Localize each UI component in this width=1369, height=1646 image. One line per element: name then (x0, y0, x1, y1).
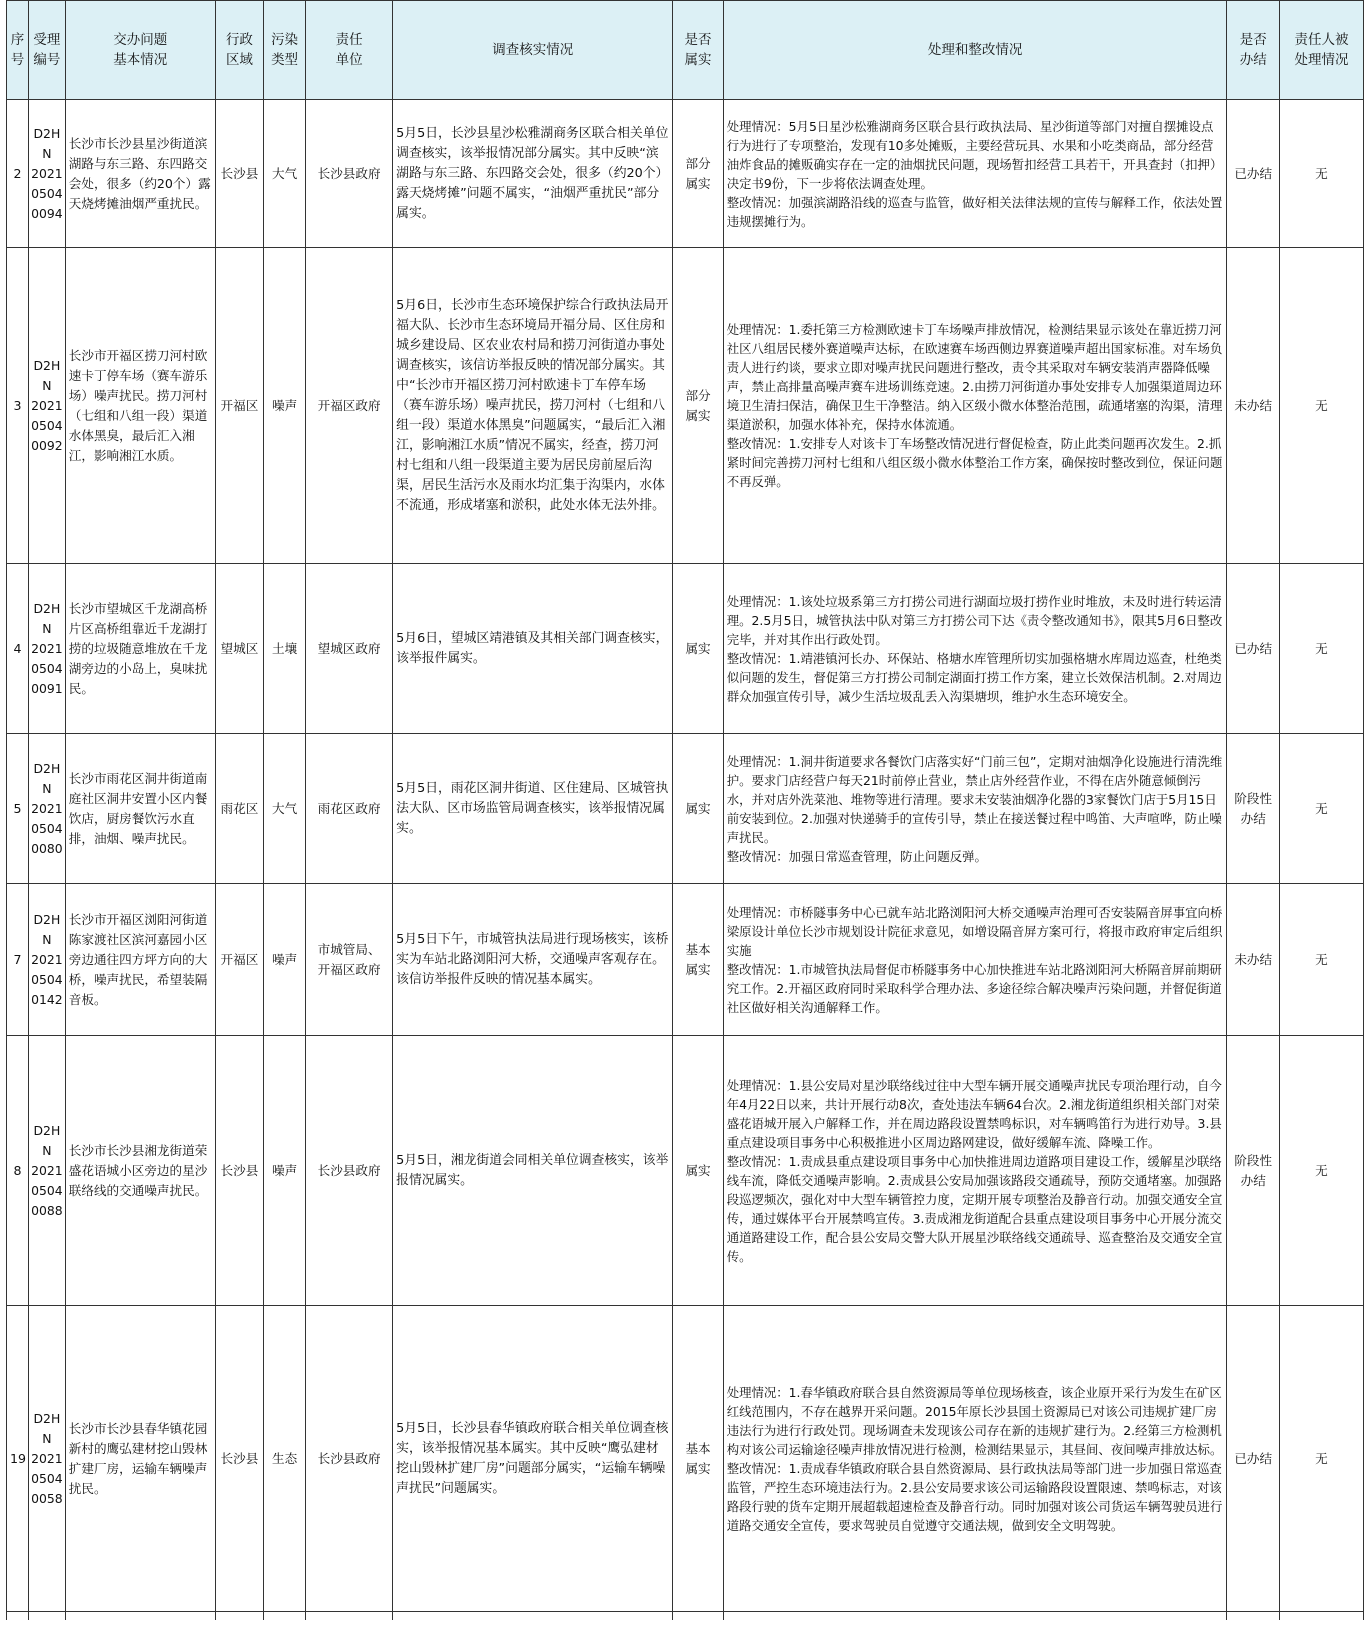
cell-handling: 处理情况：1.春华镇政府联合县自然资源局等单位现场核查，该企业原开采行为发生在矿区红线范围内，不存在越界开采问题。2015年原长沙县国土资源局已对该公司违规扩建厂房违法行为进行行政处罚。现场调查未发现该公司存在新的违规扩建行为。2.经第三方检测机构对该公司运输途径噪声排放情况进行检测，检测结果显示，其昼间、夜间噪声排放达标。 整改情况：1.责成春华镇政府联合县自然资源局、县行政执法局等部门进一步加强日常巡查监管，严控生态环境违法行为。2.县公安局要求该公司运输路段设置限速、禁鸣标志，对该路段行驶的货车定期开展超载超速检查及静音行动。同时加强对该公司货运车辆驾驶员进行道路交通安全宣传，要求驾驶员自觉遵守交通法规，做到安全文明驾驶。 (723, 1306, 1227, 1612)
table-row (7, 248, 1364, 564)
cell-survey: 5月5日，长沙县春华镇政府联合相关单位调查核实，该举报情况基本属实。其中反映“鹰弘建材挖山毁林扩建厂房”问题部分属实，“运输车辆噪声扰民”问题属实。 (393, 1306, 673, 1612)
cell-survey: 5月5日，雨花区洞井街道、区住建局、区城管执法大队、区市场监管局调查核实，该举报情况属实。 (393, 734, 673, 884)
cell-region: 长沙县 (215, 100, 263, 248)
cell-handling: 处理情况：市桥隧事务中心已就车站北路浏阳河大桥交通噪声治理可否安装隔音屏事宜向桥梁原设计单位长沙市规划设计院征求意见，如增设隔音屏方案可行，将报市政府审定后组织实施 整改情况：1.市城管执法局督促市桥隧事务中心加快推进车站北路浏阳河大桥隔音屏前期研究工作。2.开福区政府同时采取科学合理办法、多途径综合解决噪声污染问题，并督促街道社区做好相关沟通解释工作。 (723, 884, 1227, 1036)
cell-survey: 5月5日，湘龙街道会同相关单位调查核实，该举报情况属实。 (393, 1036, 673, 1306)
cell-issue: 长沙市开福区浏阳河街道陈家渡社区滨河嘉园小区旁边通往四方坪方向的大桥，噪声扰民，希望装隔音板。 (65, 884, 215, 1036)
cell-truth: 基本 属实 (673, 884, 723, 1036)
cell-issue: 长沙市长沙县星沙街道滨湖路与东三路、东四路交会处，很多（约20个）露天烧烤摊油烟严重扰民。 (65, 100, 215, 248)
cell-region: 望城区 (215, 564, 263, 734)
cell-issue: 长沙市开福区捞刀河村欧速卡丁停车场（赛车游乐场）噪声扰民。捞刀河村（七组和八组一段）渠道水体黑臭，最后汇入湘江，影响湘江水质。 (65, 248, 215, 564)
continuation-cell (215, 1612, 263, 1621)
cell-punish: 无 (1279, 248, 1363, 564)
cell-handling: 处理情况：5月5日星沙松雅湖商务区联合县行政执法局、星沙街道等部门对擅自摆摊设点行为进行了专项整治，发现有10多处摊贩，主要经营玩具、水果和小吃类商品，部分经营油炸食品的摊贩确实存在一定的油烟扰民问题，现场暂扣经营工具若干，开具查封（扣押）决定书9份，下一步将依法调查处理。 整改情况：加强滨湖路沿线的巡查与监管，做好相关法律法规的宣传与解释工作，依法处置违规摆摊行为。 (723, 100, 1227, 248)
cell-seq: 7 (7, 884, 29, 1036)
continuation-cell (306, 1612, 393, 1621)
continuation-cell (65, 1612, 215, 1621)
cell-punish: 无 (1279, 100, 1363, 248)
cell-unit: 长沙县政府 (306, 100, 393, 248)
continuation-cell (1279, 1612, 1363, 1621)
cell-unit: 长沙县政府 (306, 1306, 393, 1612)
continuation-cell (393, 1612, 673, 1621)
header-id: 受理 编号 (29, 1, 66, 100)
cell-seq: 19 (7, 1306, 29, 1612)
cell-done: 未办结 (1227, 884, 1279, 1036)
cell-pollution-type: 土壤 (264, 564, 306, 734)
continuation-cell (7, 1612, 29, 1621)
cell-region: 长沙县 (215, 1306, 263, 1612)
cell-truth: 部分 属实 (673, 248, 723, 564)
header-unit: 责任 单位 (306, 1, 393, 100)
header-done: 是否 办结 (1227, 1, 1279, 100)
cell-unit: 望城区政府 (306, 564, 393, 734)
table-row (7, 1036, 1364, 1306)
continuation-cell (673, 1612, 723, 1621)
table-row (7, 564, 1364, 734)
cell-seq: 4 (7, 564, 29, 734)
cell-done: 阶段性 办结 (1227, 734, 1279, 884)
cell-survey: 5月5日，长沙县星沙松雅湖商务区联合相关单位调查核实，该举报情况部分属实。其中反映“滨湖路与东三路、东四路交会处，很多（约20个）露天烧烤摊”问题不属实，“油烟严重扰民”部分属实。 (393, 100, 673, 248)
cell-pollution-type: 生态 (264, 1306, 306, 1612)
header-handling: 处理和整改情况 (723, 1, 1227, 100)
cell-punish: 无 (1279, 564, 1363, 734)
cell-issue: 长沙市长沙县春华镇花园新村的鹰弘建材挖山毁林扩建厂房，运输车辆噪声扰民。 (65, 1306, 215, 1612)
cell-region: 雨花区 (215, 734, 263, 884)
cell-issue: 长沙市长沙县湘龙街道荣盛花语城小区旁边的星沙联络线的交通噪声扰民。 (65, 1036, 215, 1306)
cell-pollution-type: 噪声 (264, 248, 306, 564)
cell-region: 开福区 (215, 884, 263, 1036)
cell-region: 开福区 (215, 248, 263, 564)
cell-punish: 无 (1279, 1036, 1363, 1306)
cell-truth: 属实 (673, 734, 723, 884)
cell-handling: 处理情况：1.县公安局对星沙联络线过往中大型车辆开展交通噪声扰民专项治理行动，自今年4月22日以来，共计开展行动8次，查处违法车辆64台次。2.湘龙街道组织相关部门对荣盛花语城开展入户解释工作，并在周边路段设置禁鸣标识，对车辆鸣笛行为进行劝导。3.县重点建设项目事务中心积极推进小区周边路网建设，做好缓解车流、降噪工作。 整改情况：1.责成县重点建设项目事务中心加快推进周边道路项目建设工作，缓解星沙联络线车流，降低交通噪声影响。2.责成县公安局加强该路段交通疏导，预防交通堵塞。加强路段巡逻频次，强化对中大型车辆管控力度，定期开展专项整治及静音行动。加强交通安全宣传，通过媒体平台开展禁鸣宣传。3.责成湘龙街道配合县重点建设项目事务中心开展分流交通道路建设工作，配合县公安局交警大队开展星沙联络线交通疏导、巡查整治及交通安全宣传。 (723, 1036, 1227, 1306)
table-continuation-row (7, 1612, 1364, 1621)
cell-done: 已办结 (1227, 100, 1279, 248)
continuation-cell (264, 1612, 306, 1621)
table-row (7, 734, 1364, 884)
cell-unit: 开福区政府 (306, 248, 393, 564)
cell-done: 已办结 (1227, 1306, 1279, 1612)
header-region: 行政 区域 (215, 1, 263, 100)
cell-handling: 处理情况：1.洞井街道要求各餐饮门店落实好“门前三包”，定期对油烟净化设施进行清洗维护。要求门店经营户每天21时前停止营业，禁止店外经营作业，不得在店外随意倾倒污水，并对店外洗菜池、堆物等进行清理。要求未安装油烟净化器的3家餐饮门店于5月15日前安装到位。2.加强对快递骑手的宣传引导，禁止在接送餐过程中鸣笛、大声喧哗，防止噪声扰民。 整改情况：加强日常巡查管理，防止问题反弹。 (723, 734, 1227, 884)
cell-survey: 5月5日下午，市城管执法局进行现场核实，该桥实为车站北路浏阳河大桥，交通噪声客观存在。该信访举报件反映的情况基本属实。 (393, 884, 673, 1036)
cell-unit: 市城管局、 开福区政府 (306, 884, 393, 1036)
cell-id: D2HN 2021 0504 0091 (29, 564, 66, 734)
continuation-cell (723, 1612, 1227, 1621)
cell-pollution-type: 噪声 (264, 884, 306, 1036)
header-survey: 调查核实情况 (393, 1, 673, 100)
cell-region: 长沙县 (215, 1036, 263, 1306)
continuation-cell (1227, 1612, 1279, 1621)
issue-table (6, 0, 1364, 1620)
cell-survey: 5月6日，望城区靖港镇及其相关部门调查核实，该举报件属实。 (393, 564, 673, 734)
cell-issue: 长沙市雨花区洞井街道南庭社区洞井安置小区内餐饮店，厨房餐饮污水直排，油烟、噪声扰民。 (65, 734, 215, 884)
header-issue: 交办问题 基本情况 (65, 1, 215, 100)
header-punish: 责任人被 处理情况 (1279, 1, 1363, 100)
cell-pollution-type: 大气 (264, 734, 306, 884)
cell-survey: 5月6日，长沙市生态环境保护综合行政执法局开福大队、长沙市生态环境局开福分局、区住房和城乡建设局、区农业农村局和捞刀河街道办事处调查核实，该信访举报反映的情况部分属实。其中“长沙市开福区捞刀河村欧速卡丁车停车场（赛车游乐场）噪声扰民，捞刀河村（七组和八组一段）渠道水体黑臭”问题属实，“最后汇入湘江，影响湘江水质”情况不属实，经查，捞刀河村七组和八组一段渠道主要为居民房前屋后沟渠，居民生活污水及雨水均汇集于沟渠内，水体不流通，形成堵塞和淤积，此处水体无法外排。 (393, 248, 673, 564)
cell-truth: 属实 (673, 1036, 723, 1306)
cell-unit: 雨花区政府 (306, 734, 393, 884)
cell-id: D2HN 2021 0504 0088 (29, 1036, 66, 1306)
cell-seq: 3 (7, 248, 29, 564)
cell-punish: 无 (1279, 1306, 1363, 1612)
cell-handling: 处理情况：1.委托第三方检测欧速卡丁车场噪声排放情况，检测结果显示该处在靠近捞刀河社区八组居民楼外赛道噪声达标，在欧速赛车场西侧边界赛道噪声超出国家标准。对车场负责人进行约谈，要求立即对噪声扰民问题进行整改，责令其采取对车辆安装消声器降低噪声，禁止高排量高噪声赛车进场训练竞速。2.由捞刀河街道办事处安排专人加强渠道周边环境卫生清扫保洁，确保卫生干净整洁。纳入区级小微水体整治范围，疏通堵塞的沟渠，清理渠道淤积，加强水体补充，保持水体流通。 整改情况：1.安排专人对该卡丁车场整改情况进行督促检查，防止此类问题再次发生。2.抓紧时间完善捞刀河村七组和八组区级小微水体整治工作方案，确保按时整改到位，保证问题不再反弹。 (723, 248, 1227, 564)
cell-issue: 长沙市望城区千龙湖高桥片区高桥组靠近千龙湖打捞的垃圾随意堆放在千龙湖旁边的小岛上，臭味扰民。 (65, 564, 215, 734)
cell-id: D2HN 2021 0504 0092 (29, 248, 66, 564)
table-row (7, 1306, 1364, 1612)
cell-truth: 属实 (673, 564, 723, 734)
header-row (7, 1, 1364, 100)
header-truth: 是否 属实 (673, 1, 723, 100)
cell-punish: 无 (1279, 734, 1363, 884)
cell-seq: 2 (7, 100, 29, 248)
cell-id: D2HN 2021 0504 0094 (29, 100, 66, 248)
cell-truth: 基本 属实 (673, 1306, 723, 1612)
cell-truth: 部分 属实 (673, 100, 723, 248)
cell-done: 未办结 (1227, 248, 1279, 564)
header-pollution-type: 污染 类型 (264, 1, 306, 100)
table-row (7, 100, 1364, 248)
cell-seq: 8 (7, 1036, 29, 1306)
cell-unit: 长沙县政府 (306, 1036, 393, 1306)
cell-pollution-type: 噪声 (264, 1036, 306, 1306)
cell-done: 阶段性 办结 (1227, 1036, 1279, 1306)
cell-id: D2HN 2021 0504 0080 (29, 734, 66, 884)
continuation-cell (29, 1612, 66, 1621)
cell-pollution-type: 大气 (264, 100, 306, 248)
cell-id: D2HN 2021 0504 0058 (29, 1306, 66, 1612)
table-row (7, 884, 1364, 1036)
cell-punish: 无 (1279, 884, 1363, 1036)
cell-handling: 处理情况：1.该处垃圾系第三方打捞公司进行湖面垃圾打捞作业时堆放，未及时进行转运清理。2.5月5日，城管执法中队对第三方打捞公司下达《责令整改通知书》，限其5月6日整改完毕，并对其作出行政处罚。 整改情况：1.靖港镇河长办、环保站、格塘水库管理所切实加强格塘水库周边巡查，杜绝类似问题的发生，督促第三方打捞公司制定湖面打捞工作方案，建立长效保洁机制。2.对周边群众加强宣传引导，减少生活垃圾乱丢入沟渠塘坝，维护水生态环境安全。 (723, 564, 1227, 734)
cell-id: D2HN 2021 0504 0142 (29, 884, 66, 1036)
cell-done: 已办结 (1227, 564, 1279, 734)
cell-seq: 5 (7, 734, 29, 884)
header-seq: 序 号 (7, 1, 29, 100)
